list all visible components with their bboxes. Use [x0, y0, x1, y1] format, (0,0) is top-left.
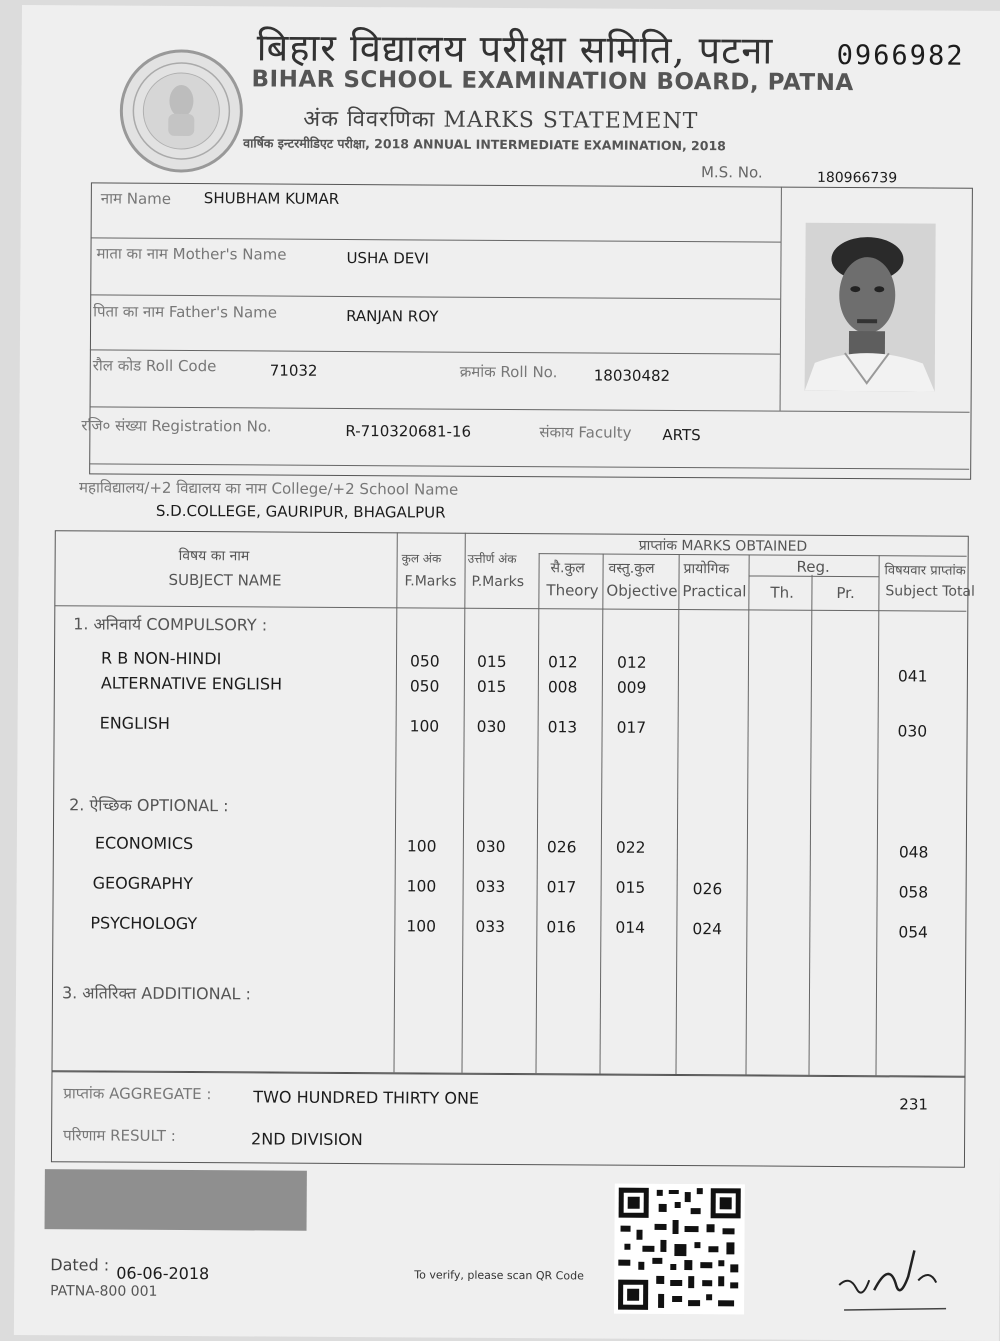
subject-total-header-hindi: विषयवार प्राप्तांक: [884, 563, 966, 579]
theory-marks: 013: [547, 718, 578, 737]
ms-no-label: M.S. No.: [700, 163, 763, 182]
faculty-label: संकाय Faculty: [539, 423, 632, 442]
pmarks-header-hindi: उत्तीर्ण अंक: [467, 551, 517, 567]
subject-name: PSYCHOLOGY: [90, 913, 198, 934]
issue-place: PATNA-800 001: [50, 1283, 158, 1300]
result-label: परिणाम RESULT :: [63, 1126, 176, 1145]
college-label: महाविद्यालय/+2 विद्यालय का नाम College/+2 School Name: [79, 478, 459, 499]
college-name: S.D.COLLEGE, GAURIPUR, BHAGALPUR: [155, 501, 446, 522]
subject-name: ENGLISH: [99, 713, 170, 733]
result-value: 2ND DIVISION: [251, 1129, 363, 1150]
redacted-block: [45, 1169, 307, 1231]
name-label: नाम Name: [100, 189, 172, 208]
dated-label: Dated :: [50, 1255, 110, 1275]
pmarks-header: P.Marks: [471, 573, 525, 591]
board-title-english: BIHAR SCHOOL EXAMINATION BOARD, PATNA: [251, 66, 854, 97]
issue-date: 06-06-2018: [116, 1263, 210, 1284]
subject-total: 054: [898, 923, 929, 942]
roll-code: 71032: [269, 361, 318, 380]
full-marks: 100: [406, 837, 437, 856]
practical-marks: 024: [692, 920, 723, 939]
reg-theory-header: Th.: [770, 583, 794, 602]
roll-code-label: रौल कोड Roll Code: [92, 356, 217, 376]
aggregate-label: प्राप्तांक AGGREGATE :: [63, 1084, 212, 1104]
board-seal-icon: [116, 46, 247, 177]
theory-marks: 012: [547, 653, 578, 672]
person-photo-icon: [805, 223, 936, 392]
subject-name: R B NON-HINDI: [100, 648, 222, 669]
father-name-label: पिता का नाम Father's Name: [93, 302, 278, 322]
objective-marks: 015: [615, 878, 646, 897]
registration-no: R-710320681-16: [345, 421, 472, 441]
theory-marks: 008: [547, 678, 578, 697]
theory-marks: 026: [546, 838, 577, 857]
theory-marks: 017: [546, 878, 577, 897]
theory-header: Theory: [546, 581, 599, 600]
theory-header-hindi: सै.कुल: [550, 560, 585, 577]
marks-obtained-header: प्राप्तांक MARKS OBTAINED: [638, 537, 808, 555]
pass-marks: 015: [476, 652, 507, 671]
aggregate-total: 231: [899, 1095, 929, 1114]
full-marks: 050: [409, 677, 440, 696]
pass-marks: 030: [476, 717, 507, 736]
ms-no-value: 180966739: [816, 169, 898, 187]
objective-marks: 017: [616, 718, 647, 737]
compulsory-section: 1. अनिवार्य COMPULSORY :: [73, 614, 268, 635]
serial-number: 0966982: [836, 39, 965, 72]
signature-icon: [834, 1240, 954, 1321]
mother-name-label: माता का नाम Mother's Name: [96, 244, 287, 264]
objective-marks: 014: [615, 918, 646, 937]
theory-marks: 016: [546, 918, 577, 937]
subject-total-header: Subject Total: [885, 583, 975, 600]
registration-label: रजि० संख्या Registration No.: [81, 416, 272, 436]
fmarks-header-hindi: कुल अंक: [401, 551, 442, 566]
student-photo: [805, 223, 936, 392]
pass-marks: 033: [475, 877, 506, 896]
roll-no-label: क्रमांक Roll No.: [459, 362, 558, 382]
reg-practical-header: Pr.: [836, 583, 855, 603]
verify-text: To verify, please scan QR Code: [414, 1268, 584, 1283]
subject-total: 041: [897, 667, 928, 686]
student-name: SHUBHAM KUMAR: [203, 189, 340, 208]
practical-marks: 026: [692, 880, 723, 899]
pass-marks: 015: [476, 677, 507, 696]
board-title-hindi: बिहार विद्यालय परीक्षा समिति, पटना: [256, 25, 774, 73]
reg-header: Reg.: [796, 557, 830, 576]
practical-header-hindi: प्रायोगिक: [683, 561, 730, 578]
objective-header-hindi: वस्तु.कुल: [608, 560, 655, 577]
full-marks: 100: [406, 877, 437, 896]
full-marks: 100: [409, 717, 440, 736]
marks-statement-sheet: [14, 5, 1000, 1341]
subject-total: 058: [898, 883, 929, 902]
father-name: RANJAN ROY: [346, 306, 439, 326]
qr-code-icon: [614, 1184, 745, 1315]
full-marks: 050: [409, 652, 440, 671]
pass-marks: 033: [475, 917, 506, 936]
faculty: ARTS: [662, 425, 701, 445]
statement-title: अंक विवरणिका MARKS STATEMENT: [303, 106, 699, 135]
objective-header: Objective: [606, 581, 678, 601]
subject-total: 030: [897, 722, 928, 741]
subject-header-hindi: विषय का नाम: [178, 547, 250, 565]
subject-name: ALTERNATIVE ENGLISH: [100, 673, 283, 694]
pass-marks: 030: [475, 837, 506, 856]
subject-header: SUBJECT NAME: [168, 570, 282, 590]
full-marks: 100: [406, 917, 437, 936]
aggregate-words: TWO HUNDRED THIRTY ONE: [253, 1087, 480, 1108]
subject-name: ECONOMICS: [94, 833, 194, 854]
mother-name: USHA DEVI: [346, 248, 430, 268]
subject-name: GEOGRAPHY: [92, 873, 194, 894]
practical-header: Practical: [682, 582, 747, 601]
fmarks-header: F.Marks: [404, 573, 457, 590]
optional-section: 2. ऐच्छिक OPTIONAL :: [69, 795, 229, 816]
exam-title: वार्षिक इन्टरमीडिएट परीक्षा, 2018 ANNUAL INTERMEDIATE EXAMINATION, 2018: [243, 135, 726, 154]
objective-marks: 012: [616, 653, 647, 672]
roll-no: 18030482: [593, 366, 671, 385]
subject-total: 048: [898, 843, 929, 862]
objective-marks: 022: [615, 838, 646, 857]
additional-section: 3. अतिरिक्त ADDITIONAL :: [61, 983, 252, 1004]
objective-marks: 009: [616, 678, 647, 697]
